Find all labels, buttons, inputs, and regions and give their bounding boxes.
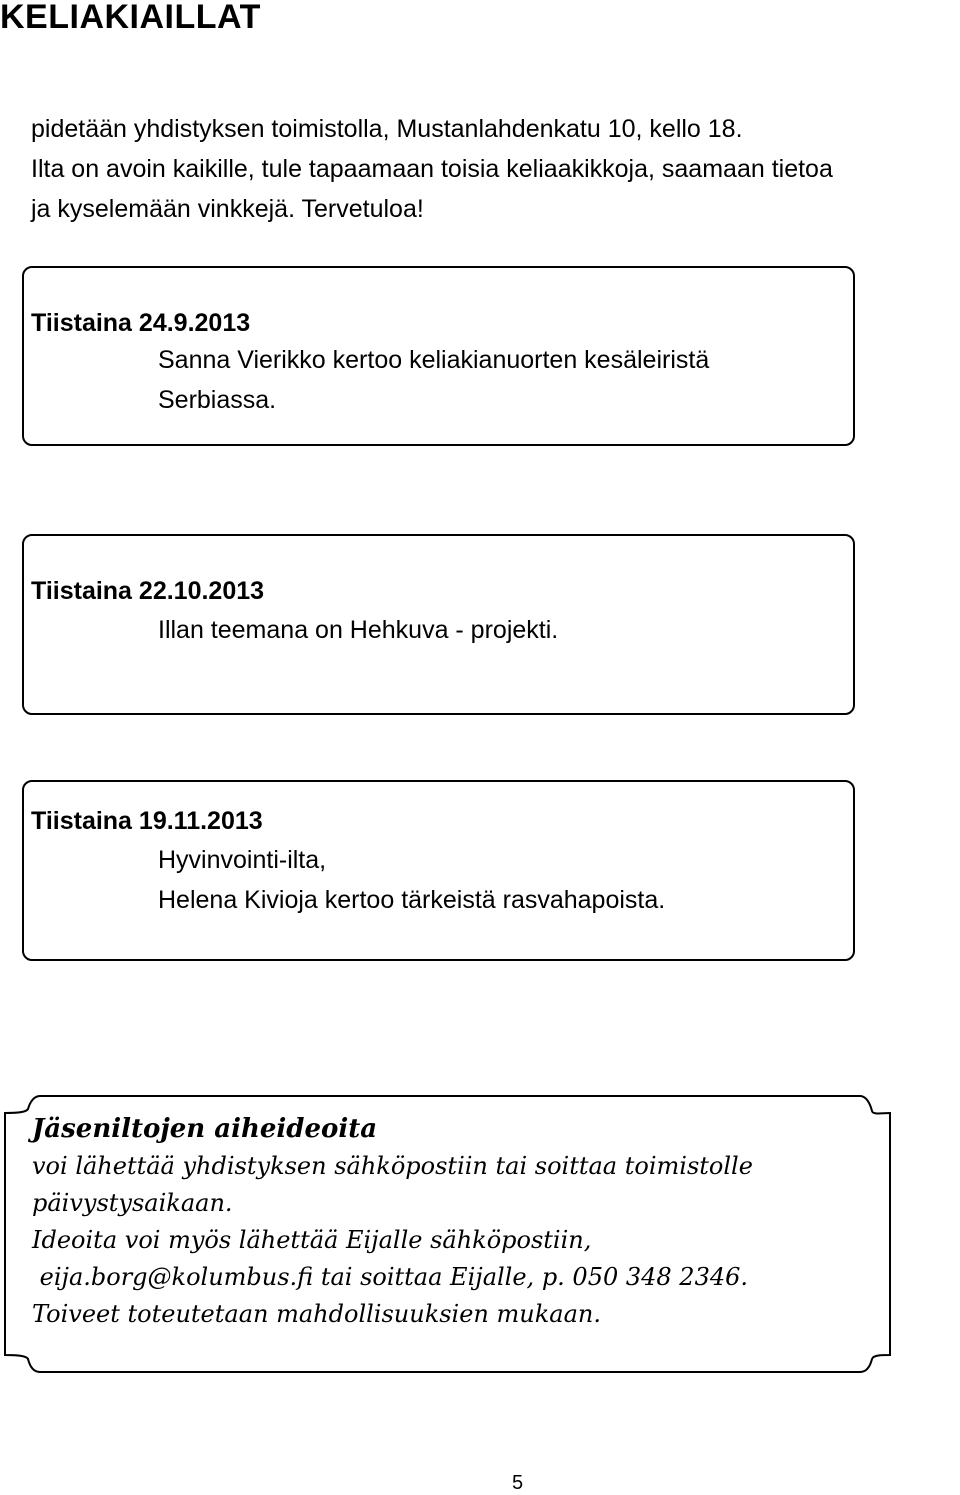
ideas-line: Ideoita voi myös lähettää Eijalle sähköpostiin, xyxy=(32,1226,592,1254)
ideas-line: voi lähettää yhdistyksen sähköpostiin tai soittaa toimistolle xyxy=(32,1152,753,1180)
ideas-heading: Jäseniltojen aiheideoita xyxy=(32,1114,378,1144)
event-description xyxy=(158,840,665,920)
page-title: KELIAKIAILLAT xyxy=(0,0,261,36)
event-description-line: Helena Kivioja kertoo tärkeistä rasvahapoista. xyxy=(158,886,666,914)
event-description-line: Serbiassa. xyxy=(158,386,277,414)
event-date: Tiistaina 19.11.2013 xyxy=(31,807,263,835)
ideas-line: Toiveet toteutetaan mahdollisuuksien mukaan. xyxy=(32,1300,601,1328)
event-description xyxy=(158,610,558,650)
intro-line: Ilta on avoin kaikille, tule tapaamaan toisia keliaakikkoja, saamaan tietoa xyxy=(31,155,833,183)
event-date: Tiistaina 22.10.2013 xyxy=(31,577,265,605)
event-date: Tiistaina 24.9.2013 xyxy=(31,309,251,337)
ideas-text xyxy=(32,1111,753,1333)
intro-line: ja kyselemään vinkkejä. Tervetuloa! xyxy=(31,195,424,223)
event-box-sep xyxy=(22,266,855,446)
event-description-line: Illan teemana on Hehkuva - projekti. xyxy=(158,616,559,644)
intro-text xyxy=(31,109,956,229)
event-box-nov xyxy=(22,780,855,961)
intro-line: pidetään yhdistyksen toimistolla, Mustanlahdenkatu 10, kello 18. xyxy=(31,115,743,143)
ideas-line: eija.borg@kolumbus.fi tai soittaa Eijalle, p. 050 348 2346. xyxy=(32,1263,749,1291)
event-box-oct xyxy=(22,534,855,715)
event-description-line: Sanna Vierikko kertoo keliakianuorten kesäleiristä xyxy=(158,346,710,374)
ideas-box xyxy=(0,1093,900,1375)
event-description xyxy=(158,340,709,420)
ideas-line: päivystysaikaan. xyxy=(32,1189,233,1217)
event-description-line: Hyvinvointi-ilta, xyxy=(158,846,327,874)
page-number: 5 xyxy=(511,1472,524,1494)
